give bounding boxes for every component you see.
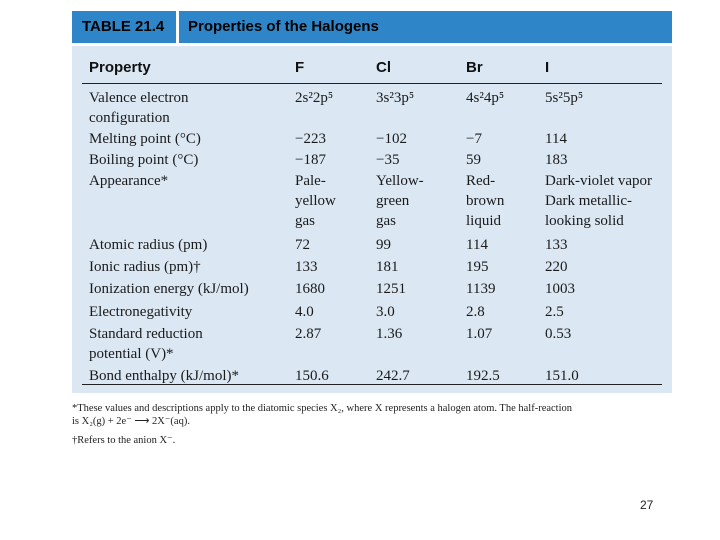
cell-cl-row-10: 242.7 bbox=[376, 368, 410, 384]
cell-property-row-9: potential (V)* bbox=[89, 346, 174, 362]
cell-i-row-8: 2.5 bbox=[545, 304, 564, 320]
cell-f-row-5: 72 bbox=[295, 237, 310, 253]
cell-f-row-8: 4.0 bbox=[295, 304, 314, 320]
cell-i-row-4: Dark-violet vapor bbox=[545, 173, 653, 189]
cell-f-row-4: Pale- bbox=[295, 173, 326, 189]
cell-i-row-9: 0.53 bbox=[545, 326, 572, 342]
cell-br-row-3: 59 bbox=[466, 152, 481, 168]
cell-br-row-4: brown bbox=[466, 193, 505, 209]
header-divider bbox=[176, 11, 179, 43]
column-header-cl: Cl bbox=[376, 59, 391, 76]
column-header-i: I bbox=[545, 59, 550, 76]
cell-property-row-1: Valence electron bbox=[89, 90, 189, 106]
table-label: TABLE 21.4 bbox=[82, 18, 165, 35]
footnote-half-reaction: is X₂(g) + 2e⁻ ⟶ 2X⁻(aq). bbox=[72, 416, 190, 427]
cell-property-row-9: Standard reduction bbox=[89, 326, 203, 342]
bottom-rule bbox=[82, 384, 662, 385]
cell-f-row-4: gas bbox=[295, 213, 315, 229]
cell-br-row-1: 4s²4p⁵ bbox=[466, 90, 505, 106]
cell-br-row-6: 195 bbox=[466, 259, 489, 275]
cell-i-row-3: 183 bbox=[545, 152, 568, 168]
header-rule bbox=[82, 83, 662, 84]
cell-property-row-2: Melting point (°C) bbox=[89, 131, 201, 147]
cell-f-row-2: −223 bbox=[295, 131, 326, 147]
cell-cl-row-1: 3s²3p⁵ bbox=[376, 90, 415, 106]
cell-cl-row-3: −35 bbox=[376, 152, 400, 168]
table-header-bar bbox=[72, 11, 672, 43]
cell-cl-row-4: green bbox=[376, 193, 410, 209]
cell-property-row-7: Ionization energy (kJ/mol) bbox=[89, 281, 249, 297]
cell-cl-row-9: 1.36 bbox=[376, 326, 403, 342]
cell-br-row-5: 114 bbox=[466, 237, 488, 253]
cell-property-row-3: Boiling point (°C) bbox=[89, 152, 199, 168]
cell-i-row-6: 220 bbox=[545, 259, 568, 275]
cell-i-row-1: 5s²5p⁵ bbox=[545, 90, 584, 106]
cell-f-row-3: −187 bbox=[295, 152, 326, 168]
cell-f-row-4: yellow bbox=[295, 193, 336, 209]
cell-cl-row-6: 181 bbox=[376, 259, 399, 275]
cell-i-row-2: 114 bbox=[545, 131, 567, 147]
table-title: Properties of the Halogens bbox=[188, 18, 379, 35]
footnote-anion: †Refers to the anion X⁻. bbox=[72, 435, 176, 446]
column-header-property: Property bbox=[89, 59, 151, 76]
cell-br-row-4: liquid bbox=[466, 213, 502, 229]
cell-i-row-4: Dark metallic- bbox=[545, 193, 633, 209]
cell-f-row-10: 150.6 bbox=[295, 368, 329, 384]
cell-cl-row-5: 99 bbox=[376, 237, 391, 253]
cell-i-row-4: looking solid bbox=[545, 213, 624, 229]
cell-i-row-5: 133 bbox=[545, 237, 568, 253]
cell-f-row-7: 1680 bbox=[295, 281, 325, 297]
table-panel bbox=[72, 46, 672, 393]
cell-cl-row-4: gas bbox=[376, 213, 396, 229]
cell-cl-row-8: 3.0 bbox=[376, 304, 395, 320]
cell-i-row-10: 151.0 bbox=[545, 368, 579, 384]
cell-property-row-4: Appearance* bbox=[89, 173, 169, 189]
page-number: 27 bbox=[640, 498, 654, 512]
cell-f-row-9: 2.87 bbox=[295, 326, 322, 342]
footnote-diatomic: *These values and descriptions apply to the diatomic species X₂, where X represents a halogen atom. The half-reaction bbox=[72, 403, 573, 414]
cell-property-row-10: Bond enthalpy (kJ/mol)* bbox=[89, 368, 239, 384]
cell-property-row-1: configuration bbox=[89, 110, 170, 126]
cell-br-row-7: 1139 bbox=[466, 281, 496, 297]
cell-cl-row-7: 1251 bbox=[376, 281, 406, 297]
column-header-br: Br bbox=[466, 59, 483, 76]
cell-br-row-4: Red- bbox=[466, 173, 496, 189]
cell-property-row-8: Electronegativity bbox=[89, 304, 193, 320]
cell-property-row-6: Ionic radius (pm)† bbox=[89, 259, 201, 275]
cell-cl-row-4: Yellow- bbox=[376, 173, 424, 189]
cell-br-row-9: 1.07 bbox=[466, 326, 493, 342]
cell-property-row-5: Atomic radius (pm) bbox=[89, 237, 208, 253]
cell-f-row-6: 133 bbox=[295, 259, 318, 275]
cell-f-row-1: 2s²2p⁵ bbox=[295, 90, 334, 106]
cell-br-row-8: 2.8 bbox=[466, 304, 485, 320]
cell-cl-row-2: −102 bbox=[376, 131, 407, 147]
cell-br-row-2: −7 bbox=[466, 131, 482, 147]
cell-br-row-10: 192.5 bbox=[466, 368, 500, 384]
cell-i-row-7: 1003 bbox=[545, 281, 575, 297]
column-header-f: F bbox=[295, 59, 305, 76]
